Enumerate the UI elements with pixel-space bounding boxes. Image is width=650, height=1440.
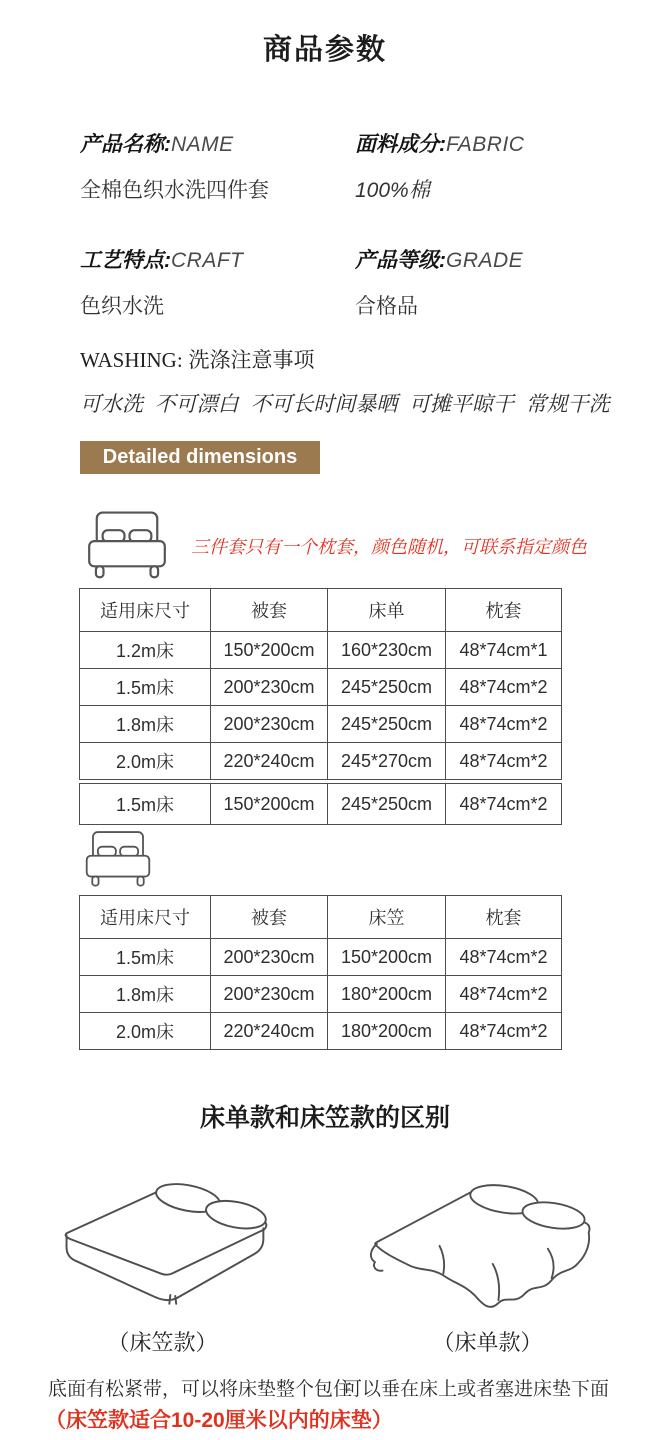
sheet-size-table-extra-row xyxy=(79,783,562,825)
page-title: 商品参数 xyxy=(262,34,387,66)
table-header-cell: 床笠 xyxy=(328,896,446,939)
flat-sheet-description: 可以垂在床上或者塞进床垫下面 xyxy=(343,1379,610,1400)
table-cell: 220*240cm xyxy=(211,1013,328,1050)
table-cell: 1.2m床 xyxy=(80,632,211,669)
spec-label-cn: 产品名称: xyxy=(80,133,171,156)
spec-label xyxy=(80,248,355,274)
table-cell: 245*250cm xyxy=(328,784,446,825)
spec-label-en: FABRIC xyxy=(446,133,525,156)
spec-item-craft xyxy=(80,248,355,320)
spec-value: 100%棉 xyxy=(355,179,430,202)
table-cell: 48*74cm*2 xyxy=(446,743,562,780)
spec-label-cn: 产品等级: xyxy=(355,249,446,272)
table-cell: 245*270cm xyxy=(328,743,446,780)
spec-value: 色织水洗 xyxy=(80,295,164,318)
table-header-cell: 被套 xyxy=(211,589,328,632)
table-header-row xyxy=(80,896,562,939)
spec-grid xyxy=(80,132,650,320)
table-cell: 220*240cm xyxy=(211,743,328,780)
bed-icon xyxy=(83,830,153,887)
table-cell: 150*200cm xyxy=(211,632,328,669)
spec-label xyxy=(355,248,650,274)
spec-label-en: NAME xyxy=(171,133,234,156)
table-cell: 245*250cm xyxy=(328,706,446,743)
table-row xyxy=(80,743,562,780)
pillow-note: 三件套只有一个枕套，颜色随机，可联系指定颜色 xyxy=(191,537,587,557)
table-header-row xyxy=(80,589,562,632)
spec-label-en: CRAFT xyxy=(171,249,244,272)
table-cell: 1.8m床 xyxy=(80,706,211,743)
table-cell: 1.5m床 xyxy=(80,784,211,825)
bed-note-row xyxy=(85,510,650,579)
comparison-row xyxy=(0,1170,650,1403)
table-cell: 150*200cm xyxy=(328,939,446,976)
table-header-cell: 枕套 xyxy=(446,896,562,939)
table-cell: 48*74cm*2 xyxy=(446,706,562,743)
table-header-cell: 枕套 xyxy=(446,589,562,632)
table-cell: 48*74cm*2 xyxy=(446,669,562,706)
spec-item-fabric xyxy=(355,132,650,204)
fitted-sheet-description: 底面有松紧带，可以将床垫整个包住 xyxy=(48,1379,353,1400)
table-cell: 48*74cm*2 xyxy=(446,784,562,825)
table-header-cell: 适用床尺寸 xyxy=(80,896,211,939)
table-cell: 48*74cm*2 xyxy=(446,976,562,1013)
table-cell: 150*200cm xyxy=(211,784,328,825)
table-cell: 1.5m床 xyxy=(80,669,211,706)
washing-label-en: WASHING: xyxy=(80,348,183,372)
table-cell: 245*250cm xyxy=(328,669,446,706)
spec-label-en: GRADE xyxy=(446,249,524,272)
table-cell: 200*230cm xyxy=(211,669,328,706)
spec-label-cn: 工艺特点: xyxy=(80,249,171,272)
table-row xyxy=(80,1013,562,1050)
table-cell: 200*230cm xyxy=(211,976,328,1013)
flat-sheet-illustration xyxy=(354,1168,622,1320)
spec-item-name xyxy=(80,132,355,204)
table-header-cell: 适用床尺寸 xyxy=(80,589,211,632)
table-cell: 200*230cm xyxy=(211,706,328,743)
bed-icon xyxy=(85,510,169,579)
fitted-sheet-caption: （床笠款） xyxy=(107,1330,218,1355)
table-cell: 48*74cm*2 xyxy=(446,939,562,976)
spec-item-grade xyxy=(355,248,650,320)
table-row xyxy=(80,706,562,743)
spec-label-cn: 面料成分: xyxy=(355,133,446,156)
comparison-heading: 床单款和床笠款的区别 xyxy=(199,1104,450,1132)
spec-value: 合格品 xyxy=(355,295,418,318)
fitted-sheet-note: （床笠款适合10-20厘米以内的床垫） xyxy=(45,1409,393,1432)
table-header-cell: 床单 xyxy=(328,589,446,632)
table-cell: 48*74cm*1 xyxy=(446,632,562,669)
table-cell: 2.0m床 xyxy=(80,743,211,780)
washing-instructions: 可水洗 不可漂白 不可长时间暴晒 可摊平晾干 常规干洗 xyxy=(80,393,610,416)
table-row xyxy=(80,669,562,706)
spec-label xyxy=(355,132,650,158)
table-row xyxy=(80,632,562,669)
table-row xyxy=(80,784,562,825)
table-cell: 48*74cm*2 xyxy=(446,1013,562,1050)
table-cell: 1.5m床 xyxy=(80,939,211,976)
sheet-size-table xyxy=(79,588,562,780)
table-cell: 200*230cm xyxy=(211,939,328,976)
spec-value: 全棉色织水洗四件套 xyxy=(80,179,269,202)
table-cell: 180*200cm xyxy=(328,976,446,1013)
spec-label xyxy=(80,132,355,158)
table-cell: 2.0m床 xyxy=(80,1013,211,1050)
table-cell: 180*200cm xyxy=(328,1013,446,1050)
table-cell: 160*230cm xyxy=(328,632,446,669)
table-cell: 1.8m床 xyxy=(80,976,211,1013)
flat-sheet-column xyxy=(325,1170,650,1403)
flat-sheet-caption: （床单款） xyxy=(432,1330,543,1355)
table-row xyxy=(80,939,562,976)
washing-label-cn: 洗涤注意事项 xyxy=(188,349,315,372)
detailed-dimensions-banner: Detailed dimensions xyxy=(80,441,320,474)
table-header-cell: 被套 xyxy=(211,896,328,939)
fitted-size-table xyxy=(79,895,562,1050)
fitted-sheet-column xyxy=(0,1170,353,1403)
table-row xyxy=(80,976,562,1013)
fitted-sheet-illustration xyxy=(45,1172,280,1320)
washing-label xyxy=(80,346,650,375)
